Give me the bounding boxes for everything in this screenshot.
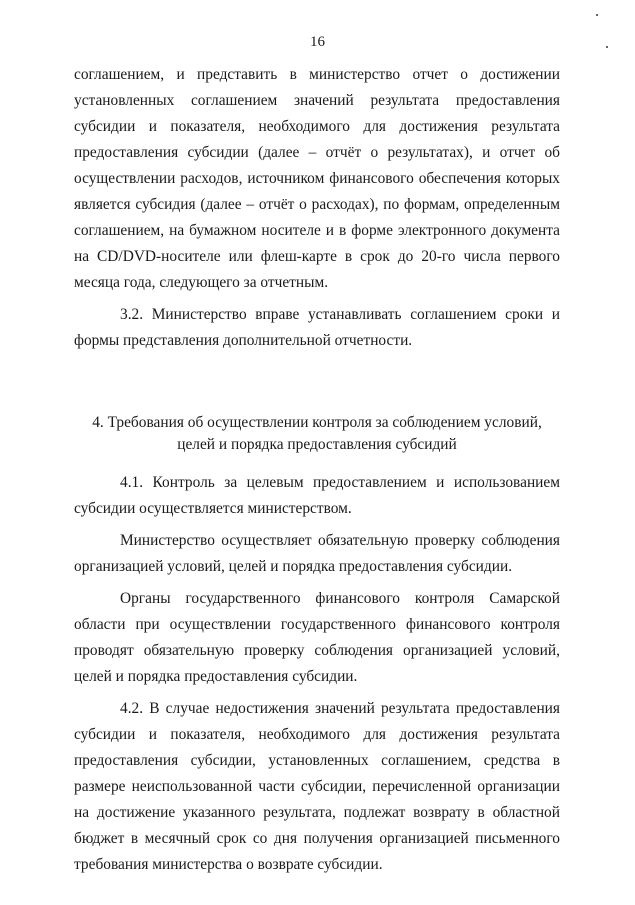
section-heading-line-2: целей и порядка предоставления субсидий: [177, 436, 457, 453]
paragraph-continuation: соглашением, и представить в министерство отчет о достижении установленных соглашением значений результата предоставления субсидии и показателя, необходимого для достижения результата предоставления субсидии (далее – отчёт о результатах), и отчет об осуществлении расходов, источником финансового обеспечения которых является субсидия (далее – отчёт о расходах), по формам, определенным соглашением, на бумажном носителе и в форме электронного документа на CD/DVD-носителе или флеш-карте в срок до 20-го числа первого месяца года, следующего за отчетным.: [74, 66, 560, 291]
paragraph-ministry-check: Министерство осуществляет обязательную проверку соблюдения организацией условий, целей и порядка предоставления субсидии.: [74, 532, 560, 575]
paragraph-3-2: 3.2. Министерство вправе устанавливать соглашением сроки и формы представления дополнительной отчетности.: [74, 306, 560, 349]
section-heading-line-1: 4. Требования об осуществлении контроля за соблюдением условий,: [92, 414, 542, 431]
scan-speck: [606, 46, 608, 48]
paragraph-4-2: 4.2. В случае недостижения значений результата предоставления субсидии и показателя, необходимого для достижения результата предоставления субсидии, установленных соглашением, средства в размере неиспользованной части субсидии, перечисленной организации на достижение указанного результата, подлежат возврату в областной бюджет в месячный срок со дня получения организацией письменного требования министерства о возврате субсидии.: [74, 700, 560, 873]
paragraph-financial-control: Органы государственного финансового контроля Самарской области при осуществлении государственного финансового контроля проводят обязательную проверку соблюдения организацией условий, целей и порядка предоставления субсидии.: [74, 590, 560, 685]
paragraph-4-1: 4.1. Контроль за целевым предоставлением и использованием субсидии осуществляется министерством.: [74, 474, 560, 517]
scan-speck: [596, 14, 598, 16]
page-number: 16: [310, 34, 325, 50]
document-body: [74, 62, 560, 878]
